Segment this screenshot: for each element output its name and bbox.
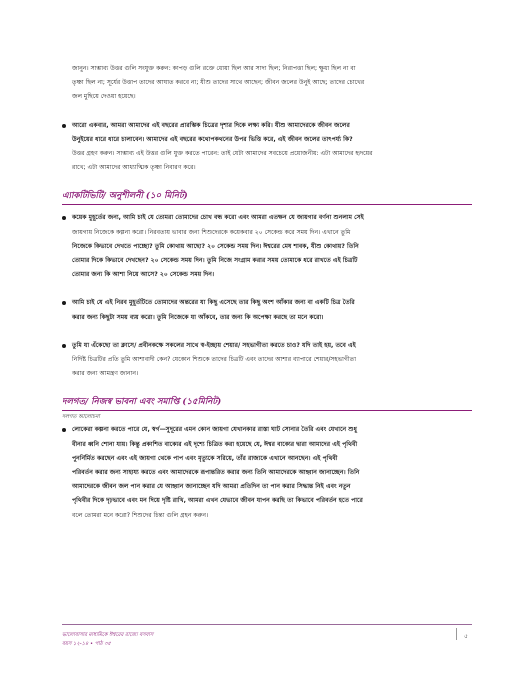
footer-divider [456, 628, 457, 640]
text-line: জায়গায় নিজেকে কল্পনা করো। নিরবতায় ভাবার জন্য শিশুদেরকে কয়েকবার ২০ সেকেন্ড করে সময় দিন। এখানে তুমি [72, 228, 351, 236]
page-number: ৫ [464, 633, 468, 640]
bullet-item-draw [62, 296, 472, 324]
text-line: জানুন। সাম্ভাব্য উত্তর গুলি সংযুক্ত করুন: কাপড় গুলি রক্তে ধোয়া ছিল আর সাদা ছিল; নিরাপত্তা ছিল; ক্ষুধা ছিল না বা [72, 65, 356, 72]
continued-paragraph [62, 62, 472, 105]
text-line: উত্তর গ্রহণ করুন। সাম্ভাব্য এই উত্তর গুলি যুক্ত করতে পারেন: তাই যেটা আমাদের সবচেয়ে প্রয়োজনীয়: এটা আমাদের হৃদয়ের [72, 150, 373, 158]
text-line: বলে তোমরা মনে করো? শিশুদের চিন্তা গুলি গ্রহন করুন। [72, 511, 209, 519]
section-heading: এ্যাকটিভিটি/ অনুশীলনী (১০ মিনিট) [62, 191, 188, 202]
bullet-icon [62, 124, 66, 128]
bullet-icon [62, 216, 66, 220]
text-line: করার জন্য আমন্ত্রণ জানান। [72, 370, 139, 378]
text-line: বীনার ধ্বনি শোনা যায়। কিন্তু প্রকাশিত বাক্যের এই দৃশ্যে চিত্রিত করা হয়েছে যে, ঈশ্বর বাক্যের দ্বারা আমাদের এই পৃথিবী [72, 440, 358, 448]
bullet-item-share [62, 339, 472, 382]
text-line: তুমি যা এঁকেছো তা ক্লাসে/ প্রবীনকক্ষে সকলের সাথে স্ব-ইচ্ছায় শেয়ার/ সহভাগীতা করতে চাও? যদি তাই হয়, তবে এই [72, 341, 356, 349]
text-line: আরো একবার, আমরা আমাদের এই বছরের প্রারম্ভিক চিত্রের দৃশ্যর দিকে লক্ষ্য করি। যীশু আমাদেরকে জীবন জলের [72, 121, 350, 129]
text-line: করার জন্য কিছুটা সময় ব্যয় করো। তুমি নিজেকে যা আঁকবে, তার জন্য কি অপেক্ষা করছে তা মনে করো। [72, 313, 324, 321]
footer-rule [62, 624, 472, 625]
footer-course-info [62, 631, 153, 648]
bullet-icon [62, 301, 66, 305]
text-line: আমি চাই যে এই নিরব মুহূর্তটিতে তোমাদের অন্তরের যা কিছু এসেছে তার কিছু অংশ আঁকার জন্য বা একটি চিত্র তৈরি [72, 299, 355, 307]
page-content [62, 62, 472, 523]
text-line: তোমার জন্য কি আশা নিয়ে আসে? ২০ সেকেন্ড সময় দিন। [72, 271, 215, 279]
text-line: লোকেরা কল্পনা করতে পারে যে, স্বর্গ—সুদূরের এমন কোন জায়গা যেখানকার রাস্তা ঘাট সোনার তৈরি এবং যেখানে শুধু [72, 426, 357, 434]
text-line: কয়েক মুহূর্তের জন্য, আমি চাই যে তোমরা তোমাদের চোখ বন্ধ করো এবং আমরা এতক্ষন যে জায়গার বর্ণনা শুনলাম সেই [72, 214, 364, 222]
bullet-item-reflection [62, 119, 472, 176]
section-activity [62, 189, 472, 205]
footer-title: ভালোবাসার মাধ্যমিকে ঈশ্বরের রাজ্যে বসবাস [62, 632, 154, 638]
text-line: আমাদেরকে জীবন জল পান করার যে আহ্বান জানাচ্ছেন যদি আমরা প্রতিদিন তা পান করার সিদ্ধান্ত নিই এবং নতুন [72, 483, 351, 491]
text-line: পরিবর্তন করার জন্য সাহায্য করতে এবং আমাদেরকে রূপান্তরিত করার জন্য তিনি আমাদেরকে আহ্বান জানাচ্ছেন। তিনি [72, 469, 360, 477]
section-subheading: দলগত আলোচনা [62, 414, 100, 421]
bullet-icon [62, 428, 66, 432]
text-line: তোমার দিকে কিভাবে দেখছেন? ২০ সেকেন্ড সময় দিন। তুমি নিজে সংগ্রাম করার সময় তোমাকে ধরে রাখতে এই চিত্রটি [72, 257, 358, 265]
section-heading: দলগত/ নিজস্ব ভাবনা এবং সমাপ্তি (১৫মিনিট) [62, 397, 222, 408]
text-line: তৃষ্ণা ছিল না; সূর্যের উত্তাপ তাদের আঘাত করবে না; যীশু তাদের সাথে আছেন; জীবন জলের উনুই আছে; তাদের চোখের [72, 79, 365, 87]
bullet-item-imagine [62, 211, 472, 282]
footer-lesson: বয়স ১২-১৪ • পাঠ ৩৫ [62, 640, 111, 647]
text-line: জল মুছিয়ে দেওয়া হয়েছে। [72, 93, 136, 101]
section-reflection [62, 395, 472, 423]
bullet-item-heaven [62, 423, 472, 522]
text-line: নিজেকে কিভাবে দেখতে পাচ্ছো? তুমি কোথায় আছো? ২০ সেকেন্ড সময় দিন। ঈশ্বরের মেষ শাবক, যীশু কোথায়? তিনি [72, 242, 359, 250]
text-line: পুনর্নির্মিত করছেন এবং এই জায়গা থেকে পাপ এবং মৃত্যুকে সরিয়ে, তাঁর রাজ্যকে এখানে আনছেন। এই পৃথিবী [72, 454, 338, 462]
text-line: নির্দিষ্ট চিত্রটির প্রতি তুমি আশাবাদী কেন? যেকোন শিশুকে তাদের চিত্রটি এবং তাদের আশার ব্যাপারে শেয়ার/সহভাগীতা [72, 356, 357, 364]
bullet-icon [62, 344, 66, 348]
text-line: রাখে; এটা আমাদের আধ্যাত্মিক তৃষ্ণা নিবারণ করে। [72, 164, 196, 172]
heading-rule [62, 410, 472, 411]
text-line: উনুইয়ের ধারে ধারে চালাবেন। আমাদের এই বছরের কথোপকথনের উপর ভিত্তি করে, এই জীবন জলের তাৎপর্য্য কি? [72, 135, 353, 143]
text-line: পৃথিবীর দিকে দৃঢ়ভাবে এবং মন দিয়ে দৃষ্টি রাখি, আমরা এখন যেভাবে জীবন যাপন করছি তা কিভাবে পরিবর্তন হতে পারে [72, 497, 363, 505]
